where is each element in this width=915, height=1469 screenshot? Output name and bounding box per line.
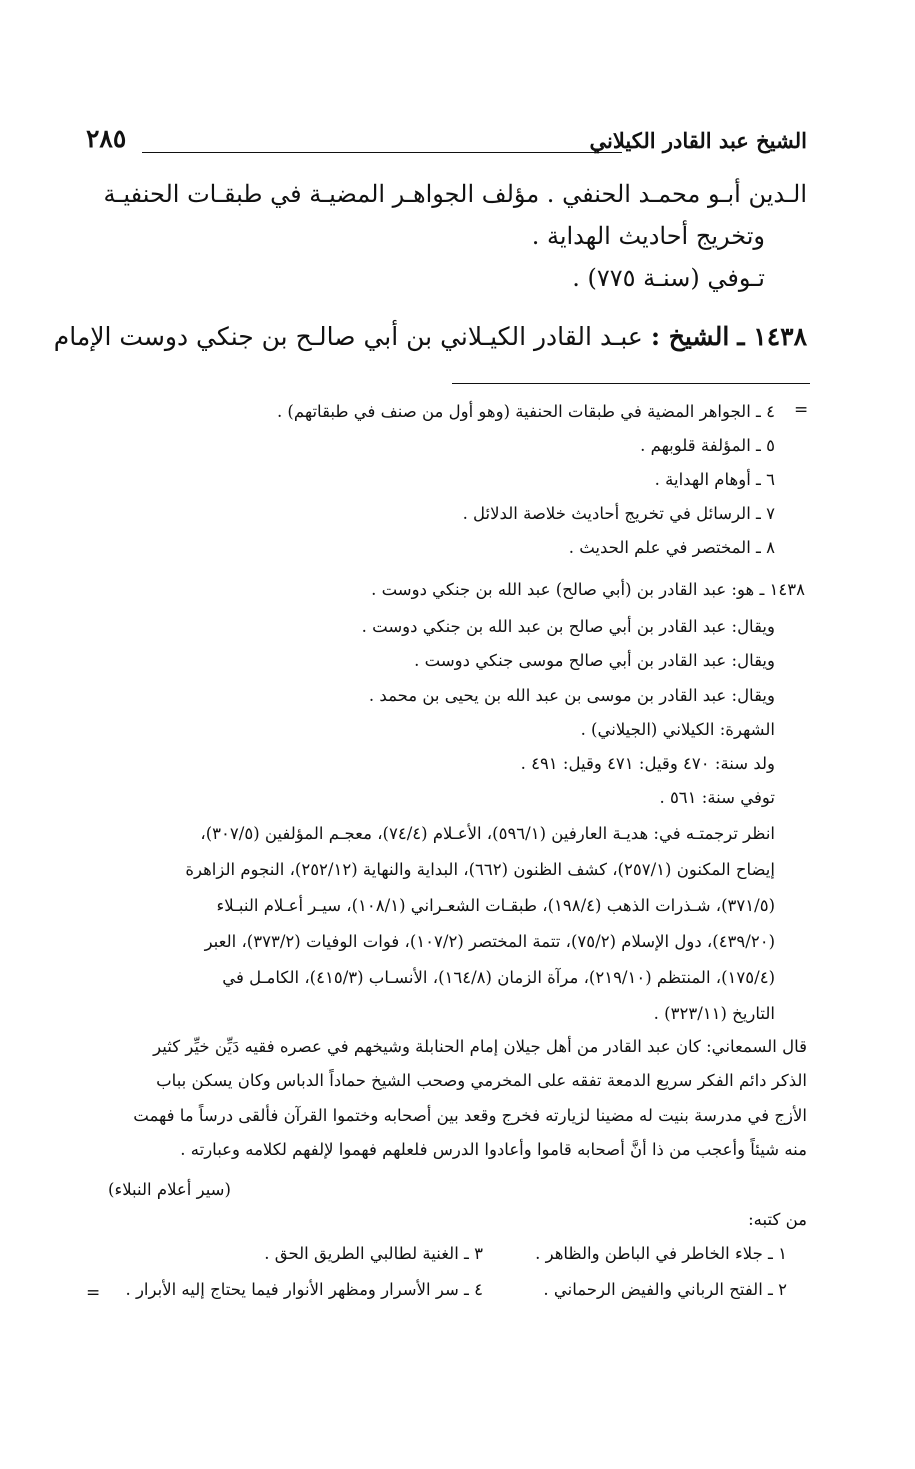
work-item: ٧ ـ الرسائل في تخريج أحاديث خلاصة الدلائل . [462, 504, 775, 523]
bio-line: ويقال: عبد القادر بن موسى بن عبد الله بن يحيى بن محمد . [368, 686, 775, 705]
header-rule [142, 152, 622, 153]
bio-line: ويقال: عبد القادر بن أبي صالح موسى جنكي دوست . [414, 651, 775, 670]
book-item: ٣ ـ الغنية لطالبي الطريق الحق . [264, 1244, 483, 1263]
running-title: الشيخ عبد القادر الكيلاني [589, 128, 807, 153]
book-item: ٢ ـ الفتح الرباني والفيض الرحماني . [543, 1280, 787, 1299]
bio-line: ويقال: عبد القادر بن أبي صالح بن عبد الله بن جنكي دوست . [361, 617, 775, 636]
main-text-line-3: تـوفي (سنـة ٧٧٥) . [572, 264, 765, 292]
bio-line: توفي سنة: ٥٦١ . [659, 788, 775, 807]
work-item: ٦ ـ أوهام الهداية . [654, 470, 775, 489]
quote-line: الأزج في مدرسة بنيت له مضينا لزيارته فخرج وقعد بين أصحابه وختموا القرآن فألقى درساً ما فهمت [133, 1106, 807, 1125]
reference-line: التاريخ (٣٢٣/١١) . [653, 1004, 775, 1023]
book-item: ٤ ـ سر الأسرار ومظهر الأنوار فيما يحتاج إليه الأبرار . [125, 1280, 483, 1299]
reference-line: (٤٣٩/٢٠)، دول الإسلام (٧٥/٢)، تتمة المختصر (١٠٧/٢)، فوات الوفيات (٣٧٣/٢)، العبر [204, 932, 775, 951]
entry-number: ١٤٣٨ ـ [737, 322, 807, 351]
work-item: ٨ ـ المختصر في علم الحديث . [568, 538, 775, 557]
quote-line: قال السمعاني: كان عبد القادر من أهل جيلان إمام الحنابلة وشيخهم في عصره فقيه دَيِّن خيِّر كثير [153, 1037, 807, 1056]
quote-line: الذكر دائم الفكر سريع الدمعة تفقه على المخرمي وصحب الشيخ حماداً الدباس وكان يسكن بباب [156, 1071, 807, 1090]
books-intro: من كتبه: [748, 1210, 807, 1229]
bio-line: الشهرة: الكيلاني (الجيلاني) . [580, 720, 775, 739]
main-text-line-1: الـدين أبـو محمـد الحنفي . مؤلف الجواهـر المضيـة في طبقـات الحنفيـة [103, 180, 807, 208]
reference-line: (٣٧١/٥)، شـذرات الذهب (١٩٨/٤)، طبقـات الشعـراني (١٠٨/١)، سيـر أعـلام النبـلاء [216, 896, 775, 915]
reference-line: (١٧٥/٤)، المنتظم (٢١٩/١٠)، مرآة الزمان (١٦٤/٨)، الأنسـاب (٤١٥/٣)، الكامـل في [222, 968, 775, 987]
bio-line: ولد سنة: ٤٧٠ وقيل: ٤٧١ وقيل: ٤٩١ . [520, 754, 775, 773]
quote-source: (سير أعلام النبلاء) [108, 1180, 231, 1199]
bio-line: ١٤٣٨ ـ هو: عبد القادر بن (أبي صالح) عبد الله بن جنكي دوست . [371, 580, 805, 599]
quote-line: منه شيئاً وأعجب من ذا أنَّ أصحابه قاموا وأعادوا الدرس فلعلهم فهموا لإلفهم لكلامه وعبارته . [180, 1140, 807, 1159]
work-item: ٤ ـ الجواهر المضية في طبقات الحنفية (وهو أول من صنف في طبقاتهم) . [276, 402, 775, 421]
entry-text: عبـد القادر الكيـلاني بن أبي صالـح بن جنكي دوست الإمام [53, 322, 643, 351]
work-item: ٥ ـ المؤلفة قلوبهم . [640, 436, 775, 455]
entry-heading [54, 322, 807, 351]
book-item: ١ ـ جلاء الخاطر في الباطن والظاهر . [535, 1244, 787, 1263]
main-text-line-2: وتخريج أحاديث الهداية . [531, 222, 765, 250]
end-mark: = [86, 1283, 101, 1303]
continuation-mark: = [794, 400, 809, 420]
entry-label: الشيخ : [650, 322, 730, 351]
page-number: ٢٨٥ [86, 124, 127, 153]
reference-line: إيضاح المكنون (٢٥٧/١)، كشف الظنون (٦٦٢)، البداية والنهاية (٢٥٢/١٢)، النجوم الزاهرة [185, 860, 775, 879]
reference-line: انظر ترجمتـه في: هديـة العارفين (٥٩٦/١)، الأعـلام (٧٤/٤)، معجـم المؤلفين (٣٠٧/٥)، [200, 824, 775, 843]
footnote-separator [452, 383, 810, 384]
